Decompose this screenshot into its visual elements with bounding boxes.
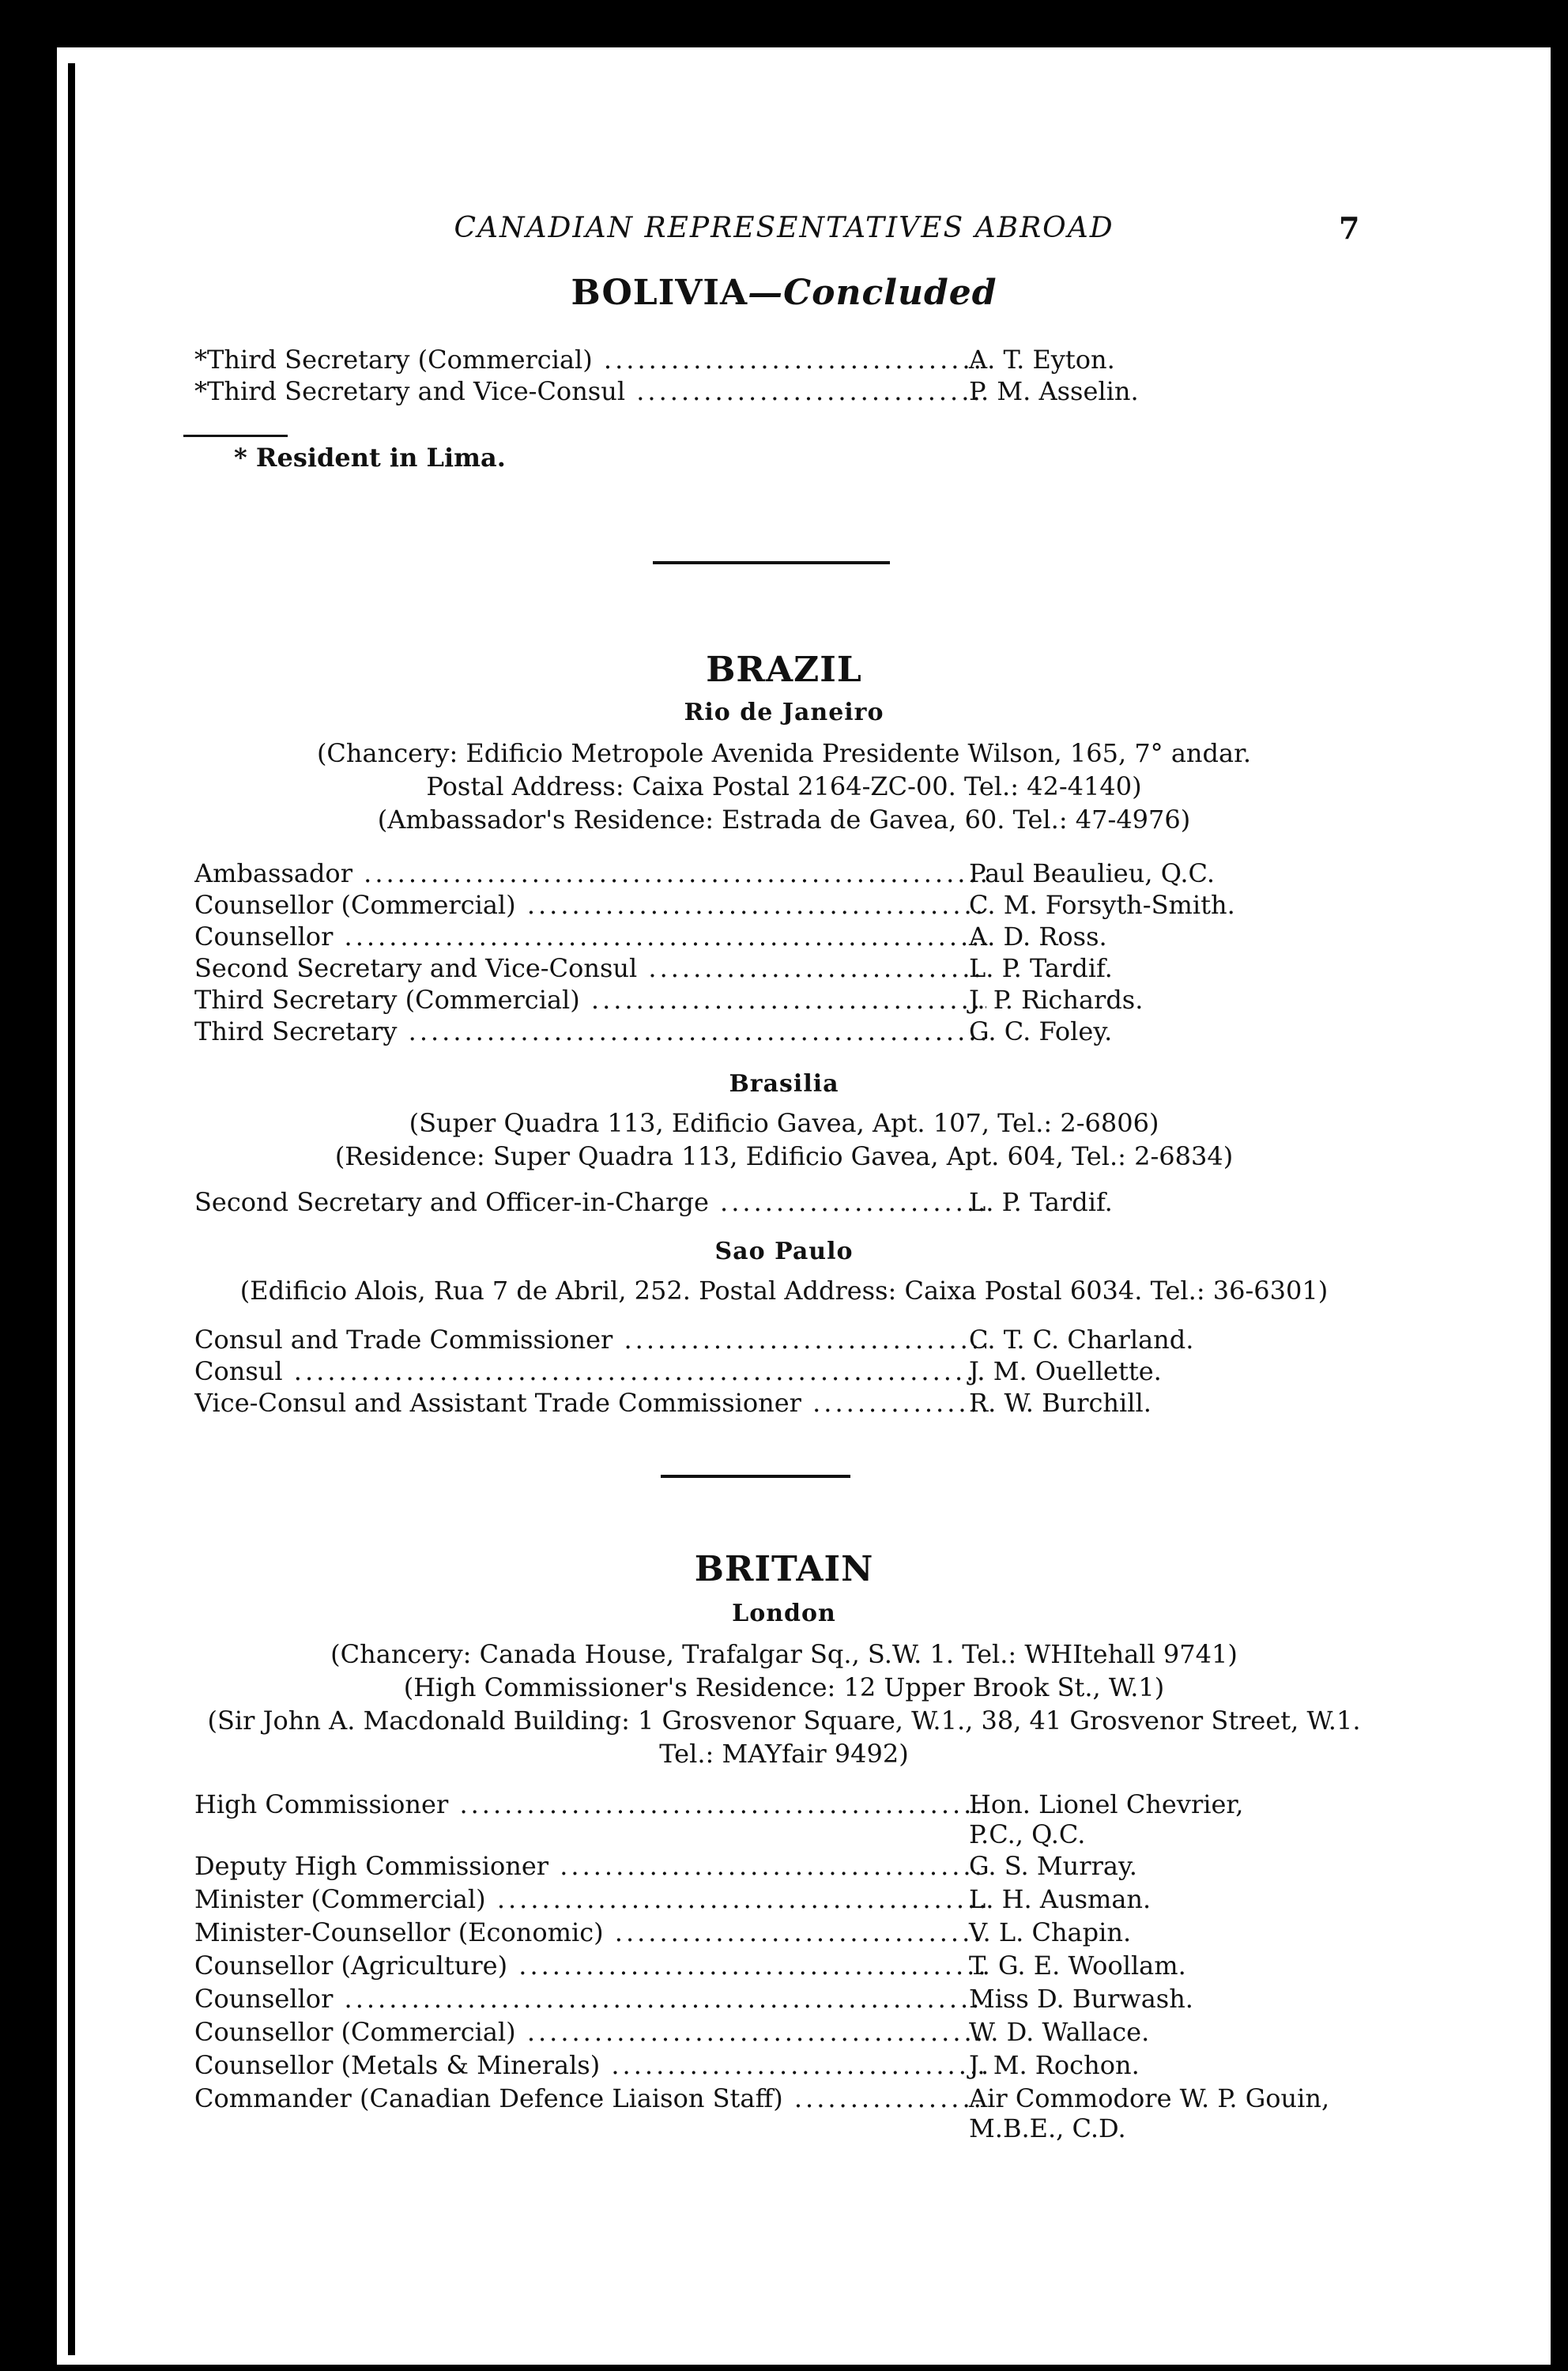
position-title: Consul and Trade Commissioner .....: [194, 1323, 986, 1356]
city-heading-brasilia: Brasilia: [729, 1070, 839, 1098]
heading-suffix: —Concluded: [748, 273, 997, 313]
address-brasilia: (Super Quadra 113, Edificio Gavea, Apt. 107, Tel.: 2-6806) (Residence: Super Quadra 113, Edificio Gavea, Apt. 604, Tel.: 2-6834): [334, 1108, 1234, 1171]
position-title: *Third Secretary (Commercial) .....: [194, 343, 986, 376]
city-heading-rio: Rio de Janeiro: [684, 699, 884, 726]
staff-row: [179, 1186, 1309, 1219]
staff-name: G. C. Foley.: [969, 1016, 1113, 1046]
section-heading-brazil: BRAZIL: [706, 650, 862, 690]
footnote: * Resident in Lima.: [234, 443, 506, 473]
position-title: Counsellor .....: [194, 1982, 986, 2015]
position-title: Counsellor (Agriculture) .....: [194, 1949, 986, 1982]
position-title: Second Secretary and Vice-Consul .....: [194, 952, 986, 985]
position-title: Counsellor .....: [194, 920, 986, 953]
position-title: Ambassador .....: [194, 857, 986, 890]
section-divider: [653, 561, 890, 564]
position-title: Counsellor (Commercial) .....: [194, 2015, 986, 2049]
staff-row: [179, 1849, 1309, 1883]
staff-name: J. M. Rochon.: [969, 2050, 1140, 2080]
city-heading-sao-paulo: Sao Paulo: [714, 1238, 854, 1265]
position-title: Minister (Commercial) .....: [194, 1883, 986, 1916]
country-name: BOLIVIA: [571, 273, 748, 313]
staff-row: [179, 1015, 1309, 1048]
staff-row: [179, 888, 1309, 922]
staff-row: [179, 2049, 1309, 2082]
staff-row: [179, 1982, 1309, 2015]
position-title: Commander (Canadian Defence Liaison Staff) .....: [194, 2082, 986, 2115]
position-title: Counsellor (Metals & Minerals) .....: [194, 2049, 986, 2082]
staff-name: Hon. Lionel Chevrier, P.C., Q.C.: [969, 1789, 1244, 1849]
staff-name: L. H. Ausman.: [969, 1884, 1152, 1914]
staff-name: W. D. Wallace.: [969, 2017, 1150, 2047]
position-title: High Commissioner .....: [194, 1788, 986, 1821]
staff-name: Miss D. Burwash.: [969, 1984, 1193, 2014]
staff-name: G. S. Murray.: [969, 1851, 1137, 1881]
staff-name: L. P. Tardif.: [969, 1187, 1113, 1217]
staff-name: R. W. Burchill.: [969, 1388, 1152, 1418]
city-heading-london: London: [732, 1600, 836, 1627]
staff-row: [179, 857, 1309, 890]
staff-name: J. P. Richards.: [969, 985, 1144, 1015]
running-title: CANADIAN REPRESENTATIVES ABROAD: [454, 212, 1114, 244]
position-title: Second Secretary and Officer-in-Charge .....: [194, 1186, 986, 1219]
footnote-rule: [183, 435, 288, 437]
address-sao-paulo: (Edificio Alois, Rua 7 de Abril, 252. Postal Address: Caixa Postal 6034. Tel.: 36-6301): [239, 1276, 1329, 1306]
staff-row: [179, 952, 1309, 985]
staff-row: [179, 920, 1309, 953]
staff-name: C. M. Forsyth-Smith.: [969, 890, 1235, 920]
position-title: Third Secretary .....: [194, 1015, 986, 1048]
staff-row: [179, 2015, 1309, 2049]
staff-row: [179, 1355, 1309, 1388]
staff-name: T. G. E. Woollam.: [969, 1951, 1186, 1981]
staff-row: [179, 1323, 1309, 1356]
staff-name: P. M. Asselin.: [969, 376, 1139, 406]
staff-name: J. M. Ouellette.: [969, 1356, 1162, 1386]
position-title: Counsellor (Commercial) .....: [194, 888, 986, 922]
page-number: 7: [1339, 210, 1360, 246]
staff-name: V. L. Chapin.: [969, 1917, 1132, 1947]
section-heading-bolivia: [0, 273, 1568, 313]
staff-row: [179, 983, 1309, 1016]
position-title: Consul .....: [194, 1355, 986, 1388]
staff-row: [179, 1788, 1309, 1849]
position-title: *Third Secretary and Vice-Consul .....: [194, 375, 986, 408]
address-london: (Chancery: Canada House, Trafalgar Sq., S.W. 1. Tel.: WHItehall 9741) (High Commissioner's Residence: 12 Upper Brook St., W.1) (Sir John A. Macdonald Building: 1 Grosvenor Square, W.1., 38, 41 Grosvenor Street, W.1. Tel.: MAYfair 9492): [207, 1639, 1361, 1769]
staff-name: L. P. Tardif.: [969, 953, 1113, 983]
staff-row: [179, 343, 1309, 376]
staff-row: [179, 1883, 1309, 1916]
section-divider: [661, 1475, 850, 1478]
staff-row: [179, 2082, 1330, 2143]
staff-name: A. T. Eyton.: [969, 345, 1115, 375]
staff-name: A. D. Ross.: [969, 922, 1107, 952]
position-title: Deputy High Commissioner .....: [194, 1849, 986, 1883]
staff-row: [179, 1386, 1309, 1419]
address-rio: (Chancery: Edificio Metropole Avenida Presidente Wilson, 165, 7° andar. Postal Address: Caixa Postal 2164-ZC-00. Tel.: 42-4140) (Ambassador's Residence: Estrada de Gavea, 60. Tel.: 47-4976): [316, 738, 1252, 835]
staff-row: [179, 1916, 1309, 1949]
staff-name: Paul Beaulieu, Q.C.: [969, 858, 1216, 888]
position-title: Vice-Consul and Assistant Trade Commissioner .....: [194, 1386, 986, 1419]
position-title: Minister-Counsellor (Economic) .....: [194, 1916, 986, 1949]
staff-row: [179, 375, 1309, 408]
staff-row: [179, 1949, 1309, 1982]
position-title: Third Secretary (Commercial) .....: [194, 983, 986, 1016]
staff-name: Air Commodore W. P. Gouin, M.B.E., C.D.: [969, 2083, 1330, 2143]
section-heading-britain: BRITAIN: [694, 1549, 874, 1589]
staff-name: C. T. C. Charland.: [969, 1325, 1194, 1355]
